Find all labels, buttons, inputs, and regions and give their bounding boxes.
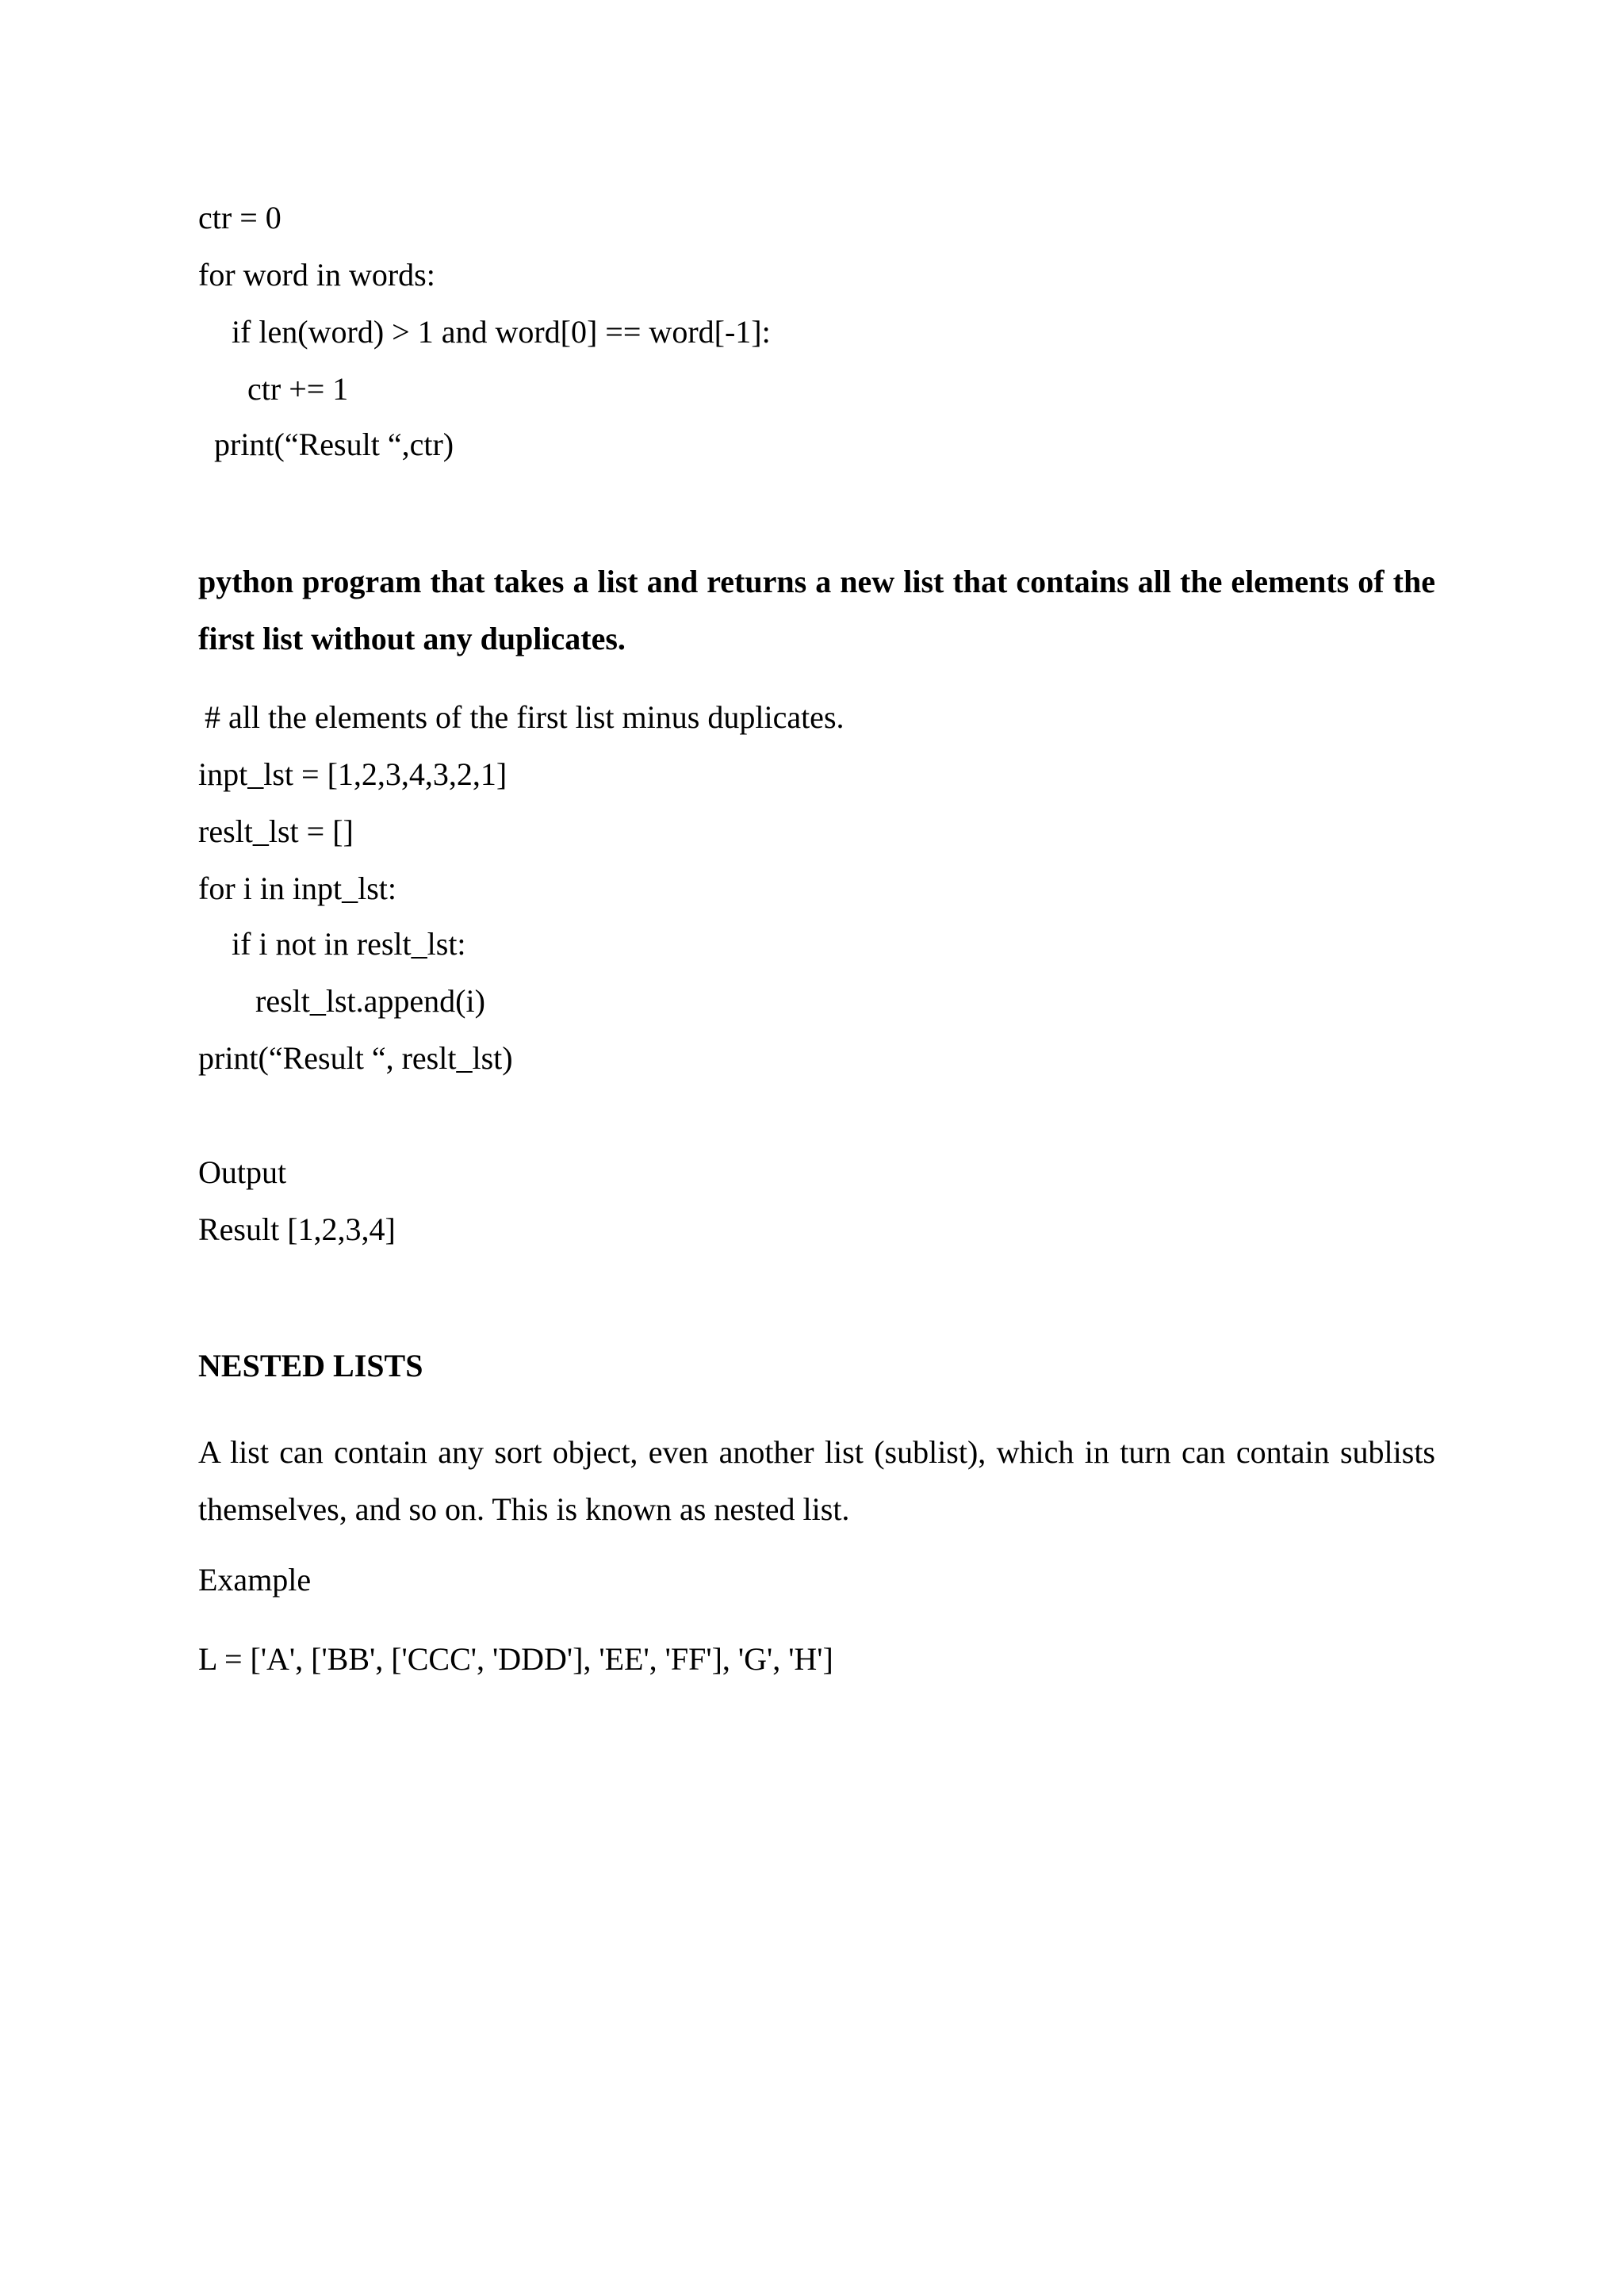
- output-result: Result [1,2,3,4]: [198, 1211, 396, 1247]
- code-line: ctr = 0: [198, 200, 282, 235]
- code-line: reslt_lst = []: [198, 813, 354, 849]
- code-line: ctr += 1: [247, 371, 349, 407]
- code-comment: # all the elements of the first list minus duplicates.: [205, 699, 845, 735]
- code-line: if i not in reslt_lst:: [232, 926, 466, 962]
- code-line: print(“Result “, reslt_lst): [198, 1040, 513, 1076]
- code-line: reslt_lst.append(i): [255, 983, 485, 1019]
- example-code: L = ['A', ['BB', ['CCC', 'DDD'], 'EE', 'FF'], 'G', 'H']: [198, 1641, 833, 1677]
- code-line: for i in inpt_lst:: [198, 871, 396, 906]
- body-paragraph: A list can contain any sort object, even another list (sublist), which in turn can contain sublists themselves, and so on. This is known as nested list.: [198, 1434, 1435, 1527]
- output-label: Output: [198, 1154, 287, 1190]
- code-line: inpt_lst = [1,2,3,4,3,2,1]: [198, 756, 508, 792]
- code-line: for word in words:: [198, 257, 435, 293]
- code-line: if len(word) > 1 and word[0] == word[-1]:: [232, 314, 771, 350]
- example-label: Example: [198, 1562, 312, 1598]
- code-line: print(“Result “,ctr): [214, 427, 454, 462]
- section-heading: NESTED LISTS: [198, 1348, 423, 1383]
- section-heading: python program that takes a list and returns a new list that contains all the elements of the first list without any duplicates.: [198, 564, 1435, 656]
